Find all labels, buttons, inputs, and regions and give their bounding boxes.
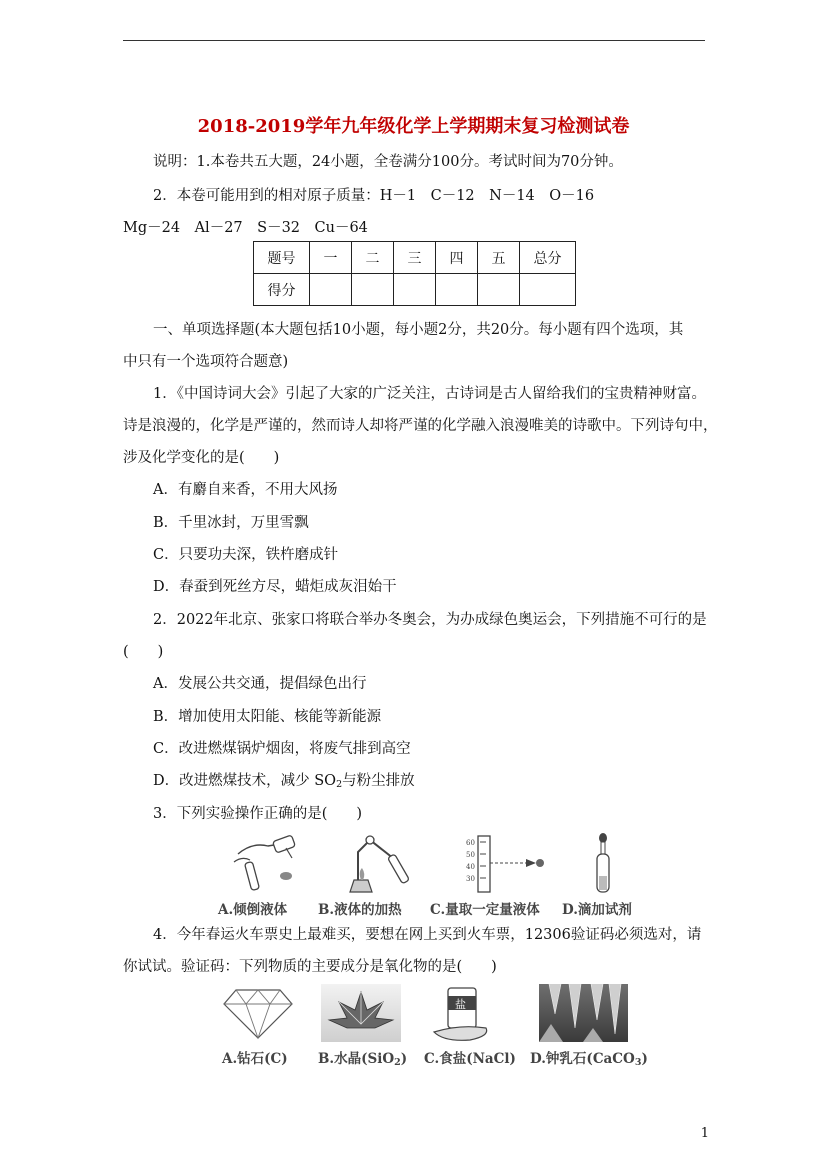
q1-stem-line-2: 诗是浪漫的，化学是严谨的，然而诗人却将严谨的化学融入浪漫唯美的诗歌中。下列诗句中， [123, 418, 718, 434]
q3-caption-b: B.液体的加热 [318, 902, 402, 918]
q2-option-d: D．改进燃煤技术，减少 $SO_2$与粉尘排放 [153, 773, 415, 790]
intro-line-3: Mg－24 Al－27 S－32 Cu－64 [123, 220, 368, 236]
cylinder-tick-label: 50 [466, 851, 475, 859]
score-header-cell: 五 [478, 242, 520, 274]
q4-caption-d: D.钟乳石(CaCO$_3$) [530, 1051, 648, 1068]
diamond-illustration [222, 986, 294, 1040]
q4-stem-line-2: 你试试。验证码：下列物质的主要成分是氧化物的是( ) [123, 959, 497, 975]
score-cell [478, 274, 520, 306]
score-cell [352, 274, 394, 306]
q2-stem-line-1: 2．2022年北京、张家口将联合举办冬奥会，为办成绿色奥运会，下列措施不可行的是 [153, 612, 707, 628]
pouring-liquid-illustration [228, 832, 308, 894]
q1-stem-line-3: 涉及化学变化的是( ) [123, 450, 280, 466]
page-number: 1 [700, 1126, 709, 1141]
score-cell [520, 274, 576, 306]
score-row-label: 得分 [254, 274, 310, 306]
salt-bag-label: 盐 [455, 998, 466, 1011]
section1-heading-line-1: 一、单项选择题(本大题包括10小题，每小题2分，共20分。每小题有四个选项，其 [153, 322, 684, 338]
q4-caption-b: B.水晶(SiO$_2$) [318, 1051, 408, 1068]
q3-stem: 3．下列实验操作正确的是( ) [153, 806, 363, 822]
q3-figure-row [218, 832, 643, 918]
score-header-cell: 二 [352, 242, 394, 274]
score-table-score-row [254, 274, 576, 306]
score-table [253, 241, 576, 306]
score-header-cell: 四 [436, 242, 478, 274]
intro-line-1: 说明：1.本卷共五大题，24小题，全卷满分100分。考试时间为70分钟。 [153, 154, 623, 170]
score-table-header-row [254, 242, 576, 274]
q4-stem-line-1: 4．今年春运火车票史上最难买，要想在网上买到火车票，12306验证码必须选对，请 [153, 927, 702, 943]
cylinder-tick-label: 60 [466, 839, 475, 847]
q2-option-a: A．发展公共交通，提倡绿色出行 [153, 676, 367, 692]
q3-caption-a: A.倾倒液体 [218, 902, 288, 918]
score-cell [310, 274, 352, 306]
q1-option-c: C．只要功夫深，铁杵磨成针 [153, 547, 339, 563]
q4-caption-c: C.食盐(NaCl) [424, 1051, 516, 1067]
salt-bag-illustration [430, 984, 500, 1042]
heating-liquid-illustration [336, 832, 416, 894]
q3-caption-d: D.滴加试剂 [562, 902, 632, 918]
q2-option-b: B．增加使用太阳能、核能等新能源 [153, 709, 382, 725]
q1-option-b: B．千里冰封，万里雪飘 [153, 515, 309, 531]
intro-line-2: 2．本卷可能用到的相对原子质量：H－1 C－12 N－14 O－16 [153, 188, 595, 204]
q4-caption-a: A.钻石(C) [222, 1051, 288, 1067]
crystal-photo [321, 984, 401, 1042]
header-rule [123, 40, 705, 41]
score-header-cell: 总分 [520, 242, 576, 274]
q2-stem-line-2: ( ) [123, 644, 164, 660]
score-header-cell: 题号 [254, 242, 310, 274]
page-title: 2018-2019学年九年级化学上学期期末复习检测试卷 [197, 116, 630, 137]
stalactite-photo [539, 984, 628, 1042]
graduated-cylinder-illustration [466, 832, 556, 894]
q1-option-a: A．有麝自来香，不用大风扬 [153, 482, 338, 498]
q1-option-d: D．春蚕到死丝方尽，蜡炬成灰泪始干 [153, 579, 397, 595]
score-header-cell: 三 [394, 242, 436, 274]
cylinder-tick-label: 30 [466, 875, 475, 883]
q1-stem-line-1: 1．《中国诗词大会》引起了大家的广泛关注，古诗词是古人留给我们的宝贵精神财富。 [153, 386, 706, 402]
score-cell [436, 274, 478, 306]
dropper-illustration [578, 832, 628, 894]
score-cell [394, 274, 436, 306]
q2-option-c: C．改进燃煤锅炉烟囱，将废气排到高空 [153, 741, 411, 757]
q3-caption-c: C.量取一定量液体 [430, 902, 540, 918]
cylinder-tick-label: 40 [466, 863, 475, 871]
score-header-cell: 一 [310, 242, 352, 274]
section1-heading-line-2: 中只有一个选项符合题意) [123, 354, 289, 370]
